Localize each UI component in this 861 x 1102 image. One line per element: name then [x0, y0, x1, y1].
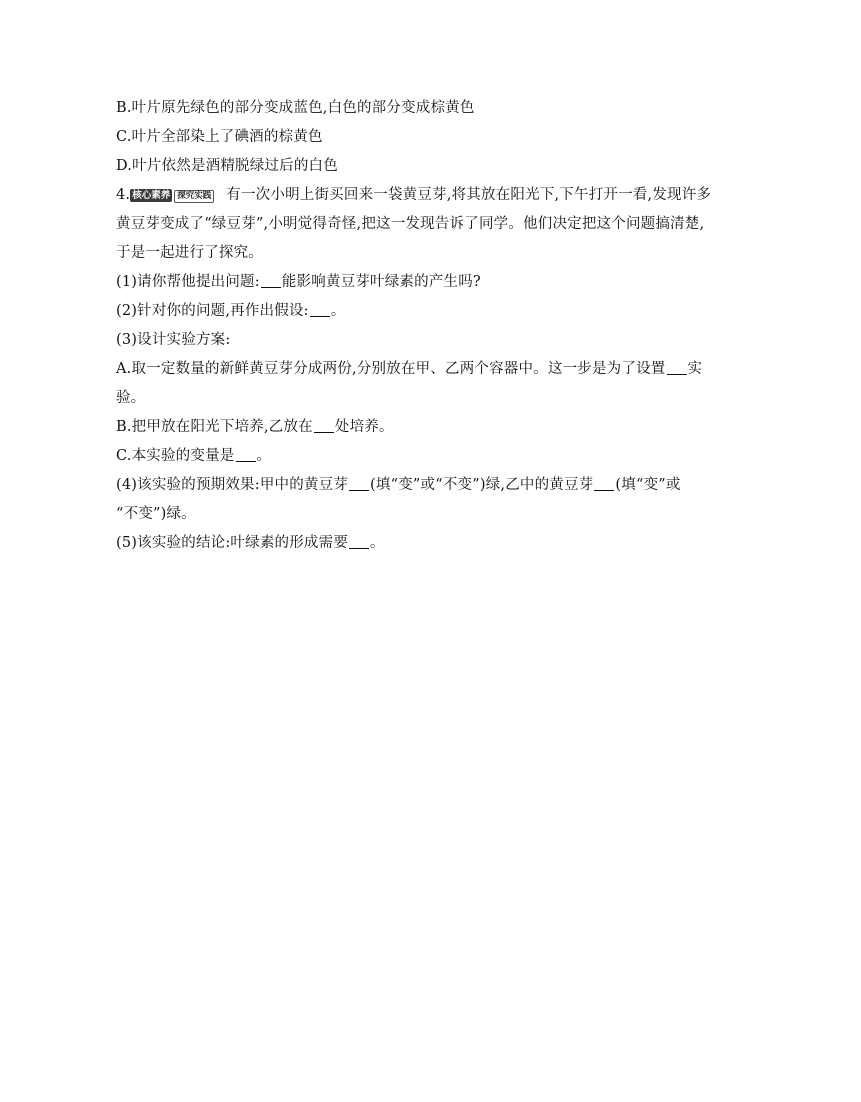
answer-blank-4b[interactable]: [594, 476, 614, 491]
sub-question-3: [116, 326, 746, 355]
sub-question-1: [116, 268, 746, 297]
worksheet-page: [116, 94, 746, 558]
sub-question-5-tail: 。: [370, 535, 385, 551]
answer-blank-1[interactable]: [261, 273, 281, 288]
answer-blank-2[interactable]: [310, 302, 330, 317]
sub-question-5: [116, 529, 746, 558]
question-4-line-1: [116, 181, 746, 210]
question-intro-line-1: 有一次小明上街买回来一袋黄豆芽,将其放在阳光下,下午打开一看,发现许多: [226, 187, 712, 203]
option-c-text: C.叶片全部染上了碘酒的棕黄色: [116, 129, 323, 145]
question-number: 4.: [116, 187, 131, 203]
inquiry-practice-badge: 探究实践: [174, 190, 214, 203]
step-c: [116, 442, 746, 471]
step-b-prompt: B.把甲放在阳光下培养,乙放在: [116, 419, 313, 435]
sub-question-5-prompt: (5)该实验的结论:叶绿素的形成需要: [116, 535, 349, 551]
step-b: [116, 413, 746, 442]
option-d-text: D.叶片依然是酒精脱绿过后的白色: [116, 158, 338, 174]
sub-question-2-prompt: (2)针对你的问题,再作出假设:: [116, 303, 309, 319]
question-4-line-3: [116, 239, 746, 268]
sub-question-4-line-1: [116, 471, 746, 500]
core-literacy-badge: 核心素养: [132, 190, 171, 201]
step-b-tail: 处培养。: [334, 419, 394, 435]
sub-question-1-prompt: (1)请你帮他提出问题:: [116, 274, 260, 290]
option-b-text: B.叶片原先绿色的部分变成蓝色,白色的部分变成棕黄色: [116, 100, 475, 116]
step-c-tail: 。: [256, 448, 272, 464]
question-4-line-2: [116, 210, 746, 239]
step-a-continuation: 验。: [116, 390, 146, 406]
answer-blank-3a[interactable]: [667, 360, 687, 375]
step-c-prompt: C.本实验的变量是: [116, 448, 235, 464]
sub-question-2-tail: 。: [330, 303, 346, 319]
answer-blank-3c[interactable]: [236, 447, 256, 462]
sub-question-2: [116, 297, 746, 326]
sub-question-4-prompt: (4)该实验的预期效果:甲中的黄豆芽: [116, 477, 349, 493]
question-intro-line-2: 黄豆芽变成了“绿豆芽”,小明觉得奇怪,把这一发现告诉了同学。他们决定把这个问题搞清楚,: [116, 216, 705, 232]
answer-blank-4a[interactable]: [349, 476, 369, 491]
option-d: [116, 152, 746, 181]
sub-question-1-tail: 能影响黄豆芽叶绿素的产生吗?: [281, 274, 481, 290]
answer-blank-5[interactable]: [349, 534, 369, 549]
sub-question-4-middle: (填“变”或“不变”)绿,乙中的黄豆芽: [370, 477, 594, 493]
option-b: [116, 94, 746, 123]
option-c: [116, 123, 746, 152]
question-intro-line-3: 于是一起进行了探究。: [116, 245, 263, 261]
step-a-line-1: [116, 355, 746, 384]
sub-question-4-tail: (填“变”或: [615, 477, 681, 493]
sub-question-4-line-2: [116, 500, 746, 529]
sub-question-3-prompt: (3)设计实验方案:: [116, 332, 231, 348]
sub-question-4-continuation: “不变”)绿。: [116, 506, 196, 522]
step-a-prompt: A.取一定数量的新鲜黄豆芽分成两份,分别放在甲、乙两个容器中。这一步是为了设置: [116, 361, 666, 377]
step-a-tail: 实: [687, 361, 703, 377]
step-a-line-2: [116, 384, 746, 413]
answer-blank-3b[interactable]: [314, 418, 334, 433]
